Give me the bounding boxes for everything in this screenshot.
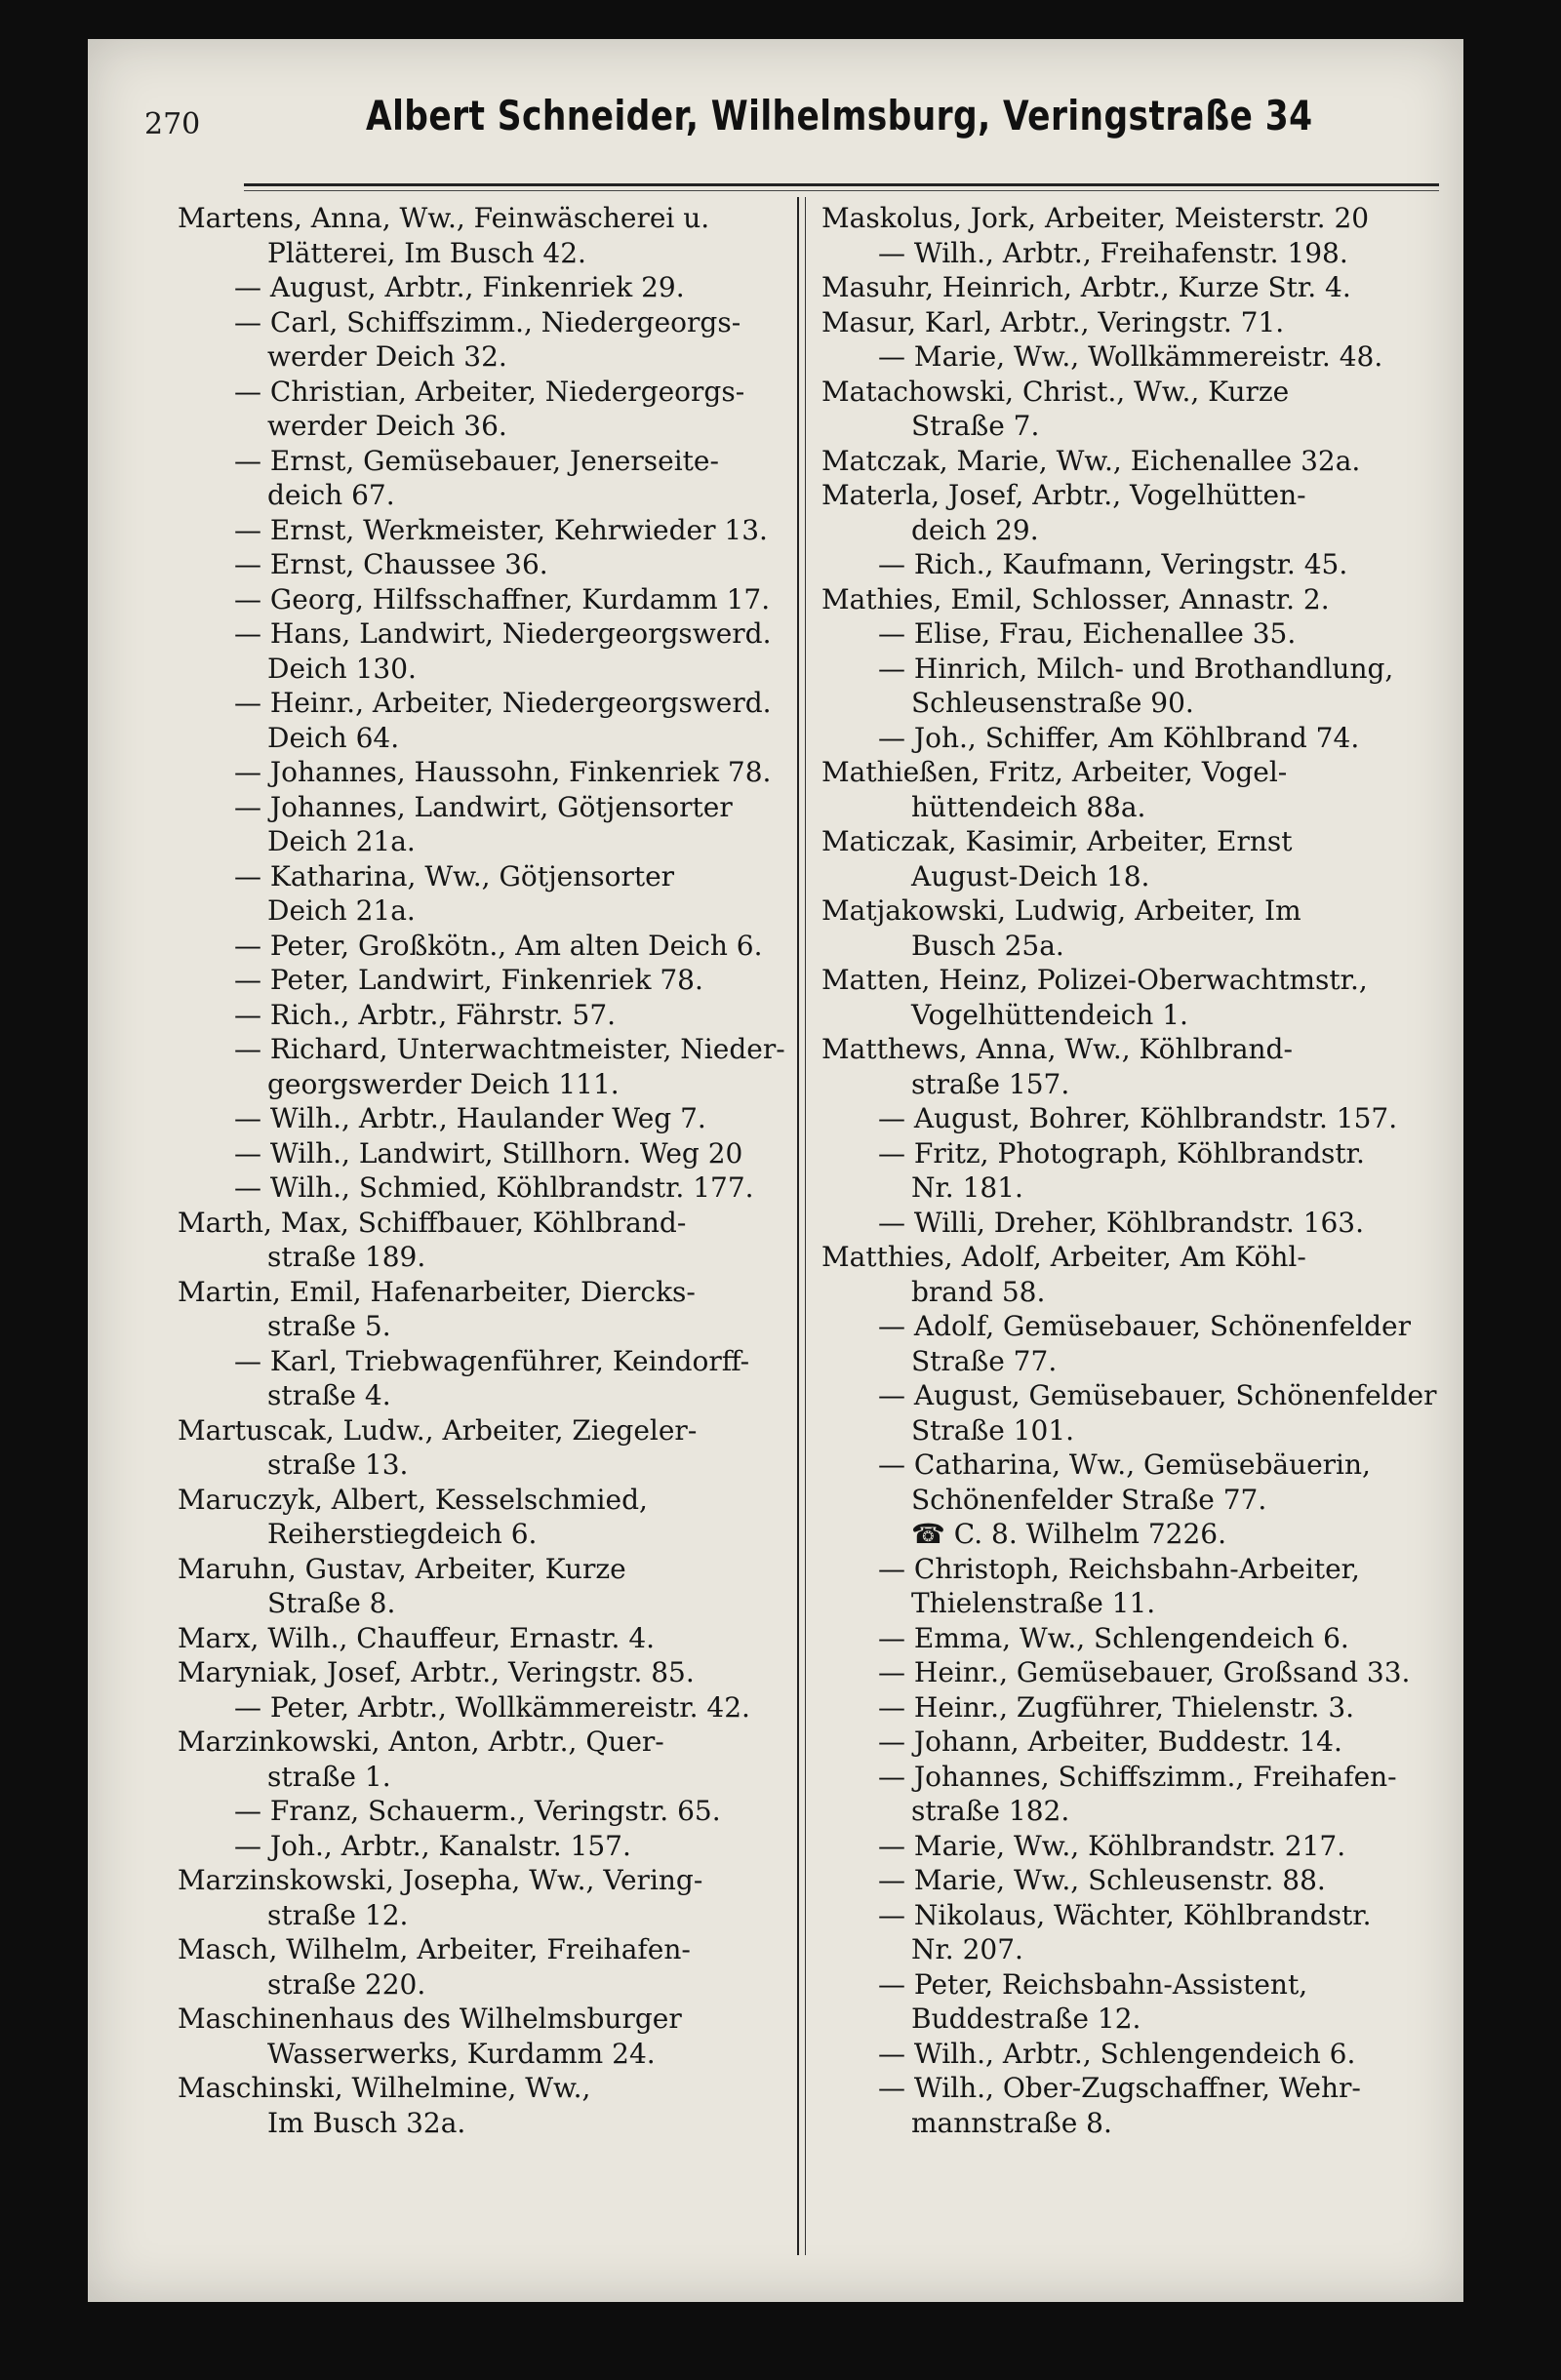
entry-line: — Heinr., Arbeiter, Niedergeorgswerd. <box>234 687 772 719</box>
entry-line: — Georg, Hilfsschaffner, Kurdamm 17. <box>234 582 771 615</box>
directory-entry <box>178 2002 787 2071</box>
directory-entry <box>821 1690 1446 1726</box>
directory-entry <box>821 201 1446 236</box>
entry-continuation: hüttendeich 88a. <box>911 790 1146 823</box>
entry-line: Matachowski, Christ., Ww., Kurze <box>821 375 1290 408</box>
directory-entry <box>821 305 1446 340</box>
entry-line: Mathies, Emil, Schlosser, Annastr. 2. <box>821 582 1330 615</box>
entry-continuation: straße 182. <box>911 1795 1070 1827</box>
directory-entry <box>178 616 787 686</box>
entry-line: — Wilh., Schmied, Köhlbrandstr. 177. <box>234 1171 754 1204</box>
directory-entry <box>821 2037 1446 2072</box>
directory-entry <box>821 339 1446 375</box>
directory-entry <box>178 513 787 548</box>
entry-line: — Catharina, Ww., Gemüsebäuerin, <box>878 1448 1371 1481</box>
entry-continuation: straße 189. <box>267 1241 426 1273</box>
entry-line: — Joh., Schiffer, Am Köhlbrand 74. <box>878 721 1360 754</box>
directory-entry <box>178 1690 787 1726</box>
entry-line: — Marie, Ww., Wollkämmereistr. 48. <box>878 340 1383 373</box>
directory-entry <box>821 2071 1446 2140</box>
entry-line: Marzinskowski, Josepha, Ww., Vering- <box>178 1864 703 1896</box>
entry-continuation: werder Deich 36. <box>267 410 507 442</box>
entry-continuation: Nr. 207. <box>911 1933 1023 1965</box>
directory-entry <box>821 1136 1446 1206</box>
entry-line: — Hinrich, Milch- und Brothandlung, <box>878 652 1394 685</box>
entry-continuation: straße 5. <box>267 1310 391 1342</box>
entry-line: Matjakowski, Ludwig, Arbeiter, Im <box>821 894 1301 927</box>
running-title: Albert Schneider, Wilhelmsburg, Veringstraße 34 <box>366 92 1313 139</box>
directory-entry <box>178 790 787 859</box>
entry-continuation: straße 220. <box>267 1967 426 2001</box>
entry-continuation: Deich 130. <box>267 652 417 685</box>
directory-entry <box>178 755 787 790</box>
entry-continuation: Vogelhüttendeich 1. <box>911 998 1188 1031</box>
entry-line: Maskolus, Jork, Arbeiter, Meisterstr. 20 <box>821 202 1370 234</box>
directory-entry <box>821 1863 1446 1898</box>
entry-line: — Karl, Triebwagenführer, Keindorff- <box>234 1344 750 1377</box>
entry-line: — Elise, Frau, Eichenallee 35. <box>878 617 1297 650</box>
entry-continuation: straße 1. <box>267 1760 391 1793</box>
directory-entry <box>821 1032 1446 1101</box>
entry-line: Maschinenhaus des Wilhelmsburger <box>178 2003 682 2035</box>
directory-entry <box>178 1032 787 1101</box>
entry-continuation: Deich 21a. <box>267 825 416 857</box>
left-column <box>178 201 787 2140</box>
entry-line: Marx, Wilh., Chauffeur, Ernastr. 4. <box>178 1621 656 1654</box>
entry-line: — Joh., Arbtr., Kanalstr. 157. <box>234 1829 631 1862</box>
directory-entry <box>821 721 1446 756</box>
directory-entry <box>178 1101 787 1136</box>
directory-entry <box>821 1309 1446 1378</box>
directory-entry <box>178 929 787 964</box>
directory-entry <box>821 1829 1446 1864</box>
entry-line: — Johannes, Landwirt, Götjensorter <box>234 790 733 823</box>
entry-line: — Wilh., Landwirt, Stillhorn. Weg 20 <box>234 1136 743 1170</box>
entry-line: Matthews, Anna, Ww., Köhlbrand- <box>821 1033 1293 1065</box>
column-divider-thin <box>805 197 806 2255</box>
entry-continuation: straße 12. <box>267 1898 409 1931</box>
directory-entry <box>821 824 1446 893</box>
entry-line: — Katharina, Ww., Götjensorter <box>234 859 675 892</box>
directory-page <box>88 39 1463 2302</box>
entry-continuation: Wasserwerks, Kurdamm 24. <box>267 2037 656 2070</box>
directory-entry <box>821 1448 1446 1552</box>
entry-line: Marzinkowski, Anton, Arbtr., Quer- <box>178 1726 664 1758</box>
directory-entry <box>821 755 1446 824</box>
directory-entry <box>821 963 1446 1032</box>
column-divider <box>797 197 799 2255</box>
entry-line: Maschinski, Wilhelmine, Ww., <box>178 2072 591 2104</box>
directory-entry <box>178 1932 787 2002</box>
directory-entry <box>821 1378 1446 1448</box>
entry-line: Martin, Emil, Hafenarbeiter, Diercks- <box>178 1275 696 1308</box>
entry-continuation: deich 67. <box>267 479 395 511</box>
entry-line: Maticzak, Kasimir, Arbeiter, Ernst <box>821 825 1293 857</box>
entry-line: — August, Gemüsebauer, Schönenfelder <box>878 1379 1437 1411</box>
entry-line: Martens, Anna, Ww., Feinwäscherei u. <box>178 202 710 234</box>
directory-entry <box>821 652 1446 721</box>
directory-entry <box>178 1621 787 1656</box>
directory-entry <box>821 478 1446 547</box>
entry-line: — Marie, Ww., Schleusenstr. 88. <box>878 1864 1326 1896</box>
directory-entry <box>178 998 787 1033</box>
entry-line: — Emma, Ww., Schlengendeich 6. <box>878 1621 1349 1654</box>
entry-line: — Franz, Schauerm., Veringstr. 65. <box>234 1795 721 1827</box>
directory-entry <box>178 1655 787 1690</box>
entry-line: Masur, Karl, Arbtr., Veringstr. 71. <box>821 305 1285 338</box>
entry-line: — Hans, Landwirt, Niedergeorgswerd. <box>234 617 772 650</box>
entry-line: Maryniak, Josef, Arbtr., Veringstr. 85. <box>178 1656 695 1688</box>
entry-continuation: brand 58. <box>911 1275 1046 1308</box>
entry-line: — Ernst, Chaussee 36. <box>234 548 548 580</box>
directory-entry <box>821 547 1446 582</box>
entry-line: — Adolf, Gemüsebauer, Schönenfelder <box>878 1310 1411 1342</box>
entry-continuation: werder Deich 32. <box>267 340 507 373</box>
entry-line: — Christoph, Reichsbahn-Arbeiter, <box>878 1552 1360 1585</box>
directory-entry <box>178 686 787 755</box>
entry-line: Mathießen, Fritz, Arbeiter, Vogel- <box>821 756 1288 788</box>
entry-line: — Heinr., Gemüsebauer, Großsand 33. <box>878 1656 1411 1688</box>
entry-line: — Rich., Arbtr., Fährstr. 57. <box>234 998 617 1031</box>
entry-continuation: Buddestraße 12. <box>911 2003 1141 2035</box>
entry-continuation: straße 13. <box>267 1448 409 1481</box>
directory-entry <box>178 305 787 375</box>
entry-line: Masch, Wilhelm, Arbeiter, Freihafen- <box>178 1933 691 1965</box>
entry-continuation: ☎ C. 8. Wilhelm 7226. <box>911 1518 1226 1550</box>
directory-entry <box>821 1240 1446 1309</box>
directory-entry <box>821 270 1446 305</box>
entry-line: — Marie, Ww., Köhlbrandstr. 217. <box>878 1829 1346 1862</box>
page-number: 270 <box>144 107 201 141</box>
entry-continuation: Deich 64. <box>267 721 400 754</box>
entry-continuation: Schönenfelder Straße 77. <box>911 1483 1267 1516</box>
entry-line: — Peter, Arbtr., Wollkämmereistr. 42. <box>234 1690 750 1724</box>
entry-line: Matthies, Adolf, Arbeiter, Am Köhl- <box>821 1241 1306 1273</box>
entry-line: — Heinr., Zugführer, Thielenstr. 3. <box>878 1690 1355 1724</box>
entry-line: Materla, Josef, Arbtr., Vogelhütten- <box>821 479 1306 511</box>
directory-entry <box>178 2071 787 2140</box>
directory-entry <box>178 1829 787 1864</box>
entry-continuation: straße 157. <box>911 1067 1070 1100</box>
entry-continuation: straße 4. <box>267 1379 391 1411</box>
entry-line: — Peter, Reichsbahn-Assistent, <box>878 1967 1308 2001</box>
entry-line: — Rich., Kaufmann, Veringstr. 45. <box>878 548 1348 580</box>
directory-entry <box>821 236 1446 271</box>
entry-line: — Christian, Arbeiter, Niedergeorgs- <box>234 375 745 408</box>
entry-line: — Willi, Dreher, Köhlbrandstr. 163. <box>878 1206 1364 1239</box>
entry-line: — Fritz, Photograph, Köhlbrandstr. <box>878 1136 1365 1170</box>
directory-entry <box>821 1898 1446 1967</box>
directory-entry <box>178 1413 787 1483</box>
entry-continuation: Straße 8. <box>267 1587 396 1619</box>
directory-entry <box>178 444 787 513</box>
directory-entry <box>821 375 1446 444</box>
entry-line: Martuscak, Ludw., Arbeiter, Ziegeler- <box>178 1413 698 1447</box>
entry-line: — Peter, Großkötn., Am alten Deich 6. <box>234 929 763 962</box>
entry-line: — Peter, Landwirt, Finkenriek 78. <box>234 964 703 996</box>
directory-entry <box>821 1760 1446 1829</box>
entry-line: Marth, Max, Schiffbauer, Köhlbrand- <box>178 1206 687 1239</box>
directory-entry <box>821 616 1446 652</box>
directory-entry <box>178 270 787 305</box>
directory-entry <box>821 1552 1446 1621</box>
entry-line: — Wilh., Arbtr., Haulander Weg 7. <box>234 1102 706 1134</box>
directory-entry <box>821 893 1446 963</box>
entry-continuation: mannstraße 8. <box>911 2106 1112 2139</box>
entry-line: — Johannes, Haussohn, Finkenriek 78. <box>234 756 772 788</box>
directory-entry <box>821 1621 1446 1656</box>
entry-line: — Nikolaus, Wächter, Köhlbrandstr. <box>878 1898 1372 1931</box>
directory-entry <box>178 375 787 444</box>
entry-continuation: Straße 101. <box>911 1413 1075 1447</box>
entry-line: — Richard, Unterwachtmeister, Nieder- <box>234 1033 785 1065</box>
entry-continuation: georgswerder Deich 111. <box>267 1067 620 1100</box>
entry-continuation: Reiherstiegdeich 6. <box>267 1518 538 1550</box>
entry-line: — Ernst, Gemüsebauer, Jenerseite- <box>234 444 719 477</box>
entry-continuation: Busch 25a. <box>911 929 1064 962</box>
directory-entry <box>178 859 787 929</box>
entry-line: Matczak, Marie, Ww., Eichenallee 32a. <box>821 444 1361 477</box>
directory-entry <box>178 1344 787 1413</box>
entry-line: — Wilh., Ober-Zugschaffner, Wehr- <box>878 2072 1361 2104</box>
entry-continuation: Straße 7. <box>911 410 1040 442</box>
directory-entry <box>178 1863 787 1932</box>
entry-line: — Carl, Schiffszimm., Niedergeorgs- <box>234 305 741 338</box>
entry-line: Masuhr, Heinrich, Arbtr., Kurze Str. 4. <box>821 271 1351 303</box>
entry-continuation: Plätterei, Im Busch 42. <box>267 236 586 269</box>
directory-entry <box>178 1483 787 1552</box>
entry-continuation: deich 29. <box>911 513 1039 546</box>
entry-continuation: Nr. 181. <box>911 1171 1023 1204</box>
directory-entry <box>178 1170 787 1206</box>
directory-entry <box>178 1794 787 1829</box>
directory-entry <box>821 444 1446 479</box>
directory-entry <box>821 1967 1446 2037</box>
directory-entry <box>178 963 787 998</box>
right-column <box>821 201 1446 2140</box>
header-rule <box>244 183 1439 186</box>
header-rule-thin <box>244 190 1439 191</box>
directory-entry <box>821 1725 1446 1760</box>
directory-entry <box>178 1136 787 1171</box>
entry-line: — August, Bohrer, Köhlbrandstr. 157. <box>878 1102 1398 1134</box>
directory-entry <box>178 201 787 270</box>
directory-entry <box>178 1725 787 1794</box>
entry-continuation: Straße 77. <box>911 1344 1058 1377</box>
entry-line: — August, Arbtr., Finkenriek 29. <box>234 271 685 303</box>
directory-entry <box>821 1655 1446 1690</box>
entry-continuation: August-Deich 18. <box>911 859 1150 892</box>
entry-line: Maruhn, Gustav, Arbeiter, Kurze <box>178 1552 626 1585</box>
entry-continuation: Im Busch 32a. <box>267 2106 466 2139</box>
entry-line: — Ernst, Werkmeister, Kehrwieder 13. <box>234 513 768 546</box>
directory-entry <box>821 582 1446 617</box>
entry-line: — Wilh., Arbtr., Freihafenstr. 198. <box>878 236 1348 269</box>
entry-continuation: Thielenstraße 11. <box>911 1587 1156 1619</box>
directory-entry <box>178 1552 787 1621</box>
entry-line: — Johannes, Schiffszimm., Freihafen- <box>878 1760 1397 1793</box>
entry-continuation: Deich 21a. <box>267 894 416 927</box>
directory-entry <box>178 1275 787 1344</box>
directory-entry <box>178 547 787 582</box>
entry-line: Maruczyk, Albert, Kesselschmied, <box>178 1483 648 1516</box>
directory-entry <box>821 1206 1446 1241</box>
directory-entry <box>821 1101 1446 1136</box>
entry-line: — Wilh., Arbtr., Schlengendeich 6. <box>878 2037 1356 2070</box>
directory-entry <box>178 582 787 617</box>
directory-entry <box>178 1206 787 1275</box>
entry-line: — Johann, Arbeiter, Buddestr. 14. <box>878 1726 1342 1758</box>
entry-continuation: Schleusenstraße 90. <box>911 687 1194 719</box>
entry-line: Matten, Heinz, Polizei-Oberwachtmstr., <box>821 964 1368 996</box>
